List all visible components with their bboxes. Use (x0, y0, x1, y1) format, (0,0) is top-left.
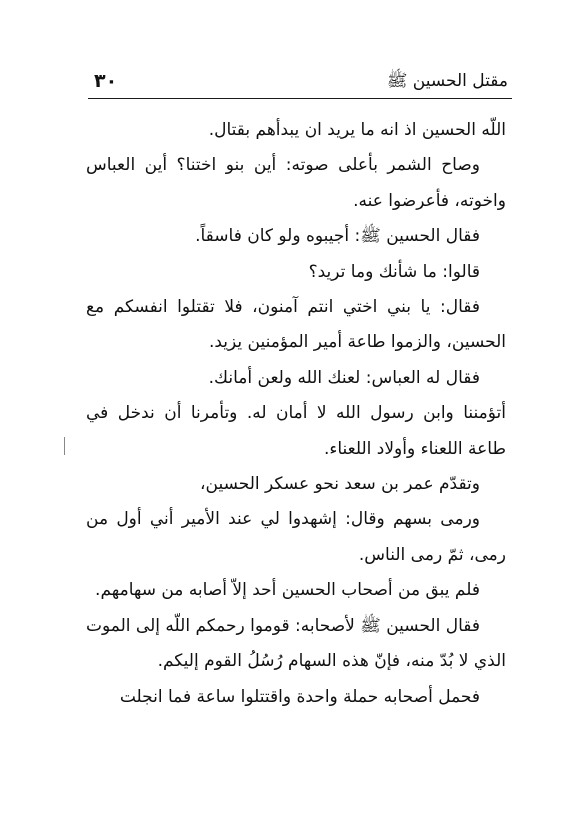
header-rule (88, 98, 512, 99)
page-number: ٣٠ (94, 70, 118, 92)
paragraph: فحمل أصحابه حملة واحدة واقتتلوا ساعة فما انجلت (119, 686, 480, 707)
paragraph: قالوا: ما شأنك وما تريد؟ (308, 261, 480, 282)
paragraph: فقال الحسين ﷺ: أجيبوه ولو كان فاسقاً. (195, 226, 480, 247)
paragraph: أتؤمننا وابن رسول الله لا أمان له. وتأمرنا أن ندخل في طاعة اللعناء وأولاد اللعناء. (86, 403, 506, 459)
paragraph: اللّه الحسين اذ انه ما يريد ان يبدأهم بقتال. (208, 120, 506, 140)
book-title: مقتل الحسين ﷺ (386, 71, 508, 91)
paragraph: فقال: يا بني اختي انتم آمنون، فلا تقتلوا انفسكم مع الحسين، والزموا طاعة أمير المؤمنين يزيد. (86, 297, 506, 353)
paragraph: فلم يبق من أصحاب الحسين أحد إلاّ أصابه من سهامهم. (95, 580, 480, 601)
margin-mark (64, 437, 67, 455)
paragraph: وتقدّم عمر بن سعد نحو عسكر الحسين، (200, 474, 480, 495)
paragraph: وصاح الشمر بأعلى صوته: أين بنو اختنا؟ أين العباس واخوته، فأعرضوا عنه. (86, 155, 506, 211)
paragraph: فقال الحسين ﷺ لأصحابه: قوموا رحمكم اللّه إلى الموت الذي لا بُدّ منه، فإنّ هذه السهام رُسُلُ القوم إليكم. (86, 615, 506, 672)
body-text (86, 113, 506, 715)
running-header (88, 66, 512, 96)
paragraph: فقال له العباس: لعنك الله ولعن أمانك. (208, 367, 480, 388)
paragraph: ورمى بسهم وقال: إشهدوا لي عند الأمير أني أول من رمى، ثمّ رمى الناس. (86, 509, 506, 565)
